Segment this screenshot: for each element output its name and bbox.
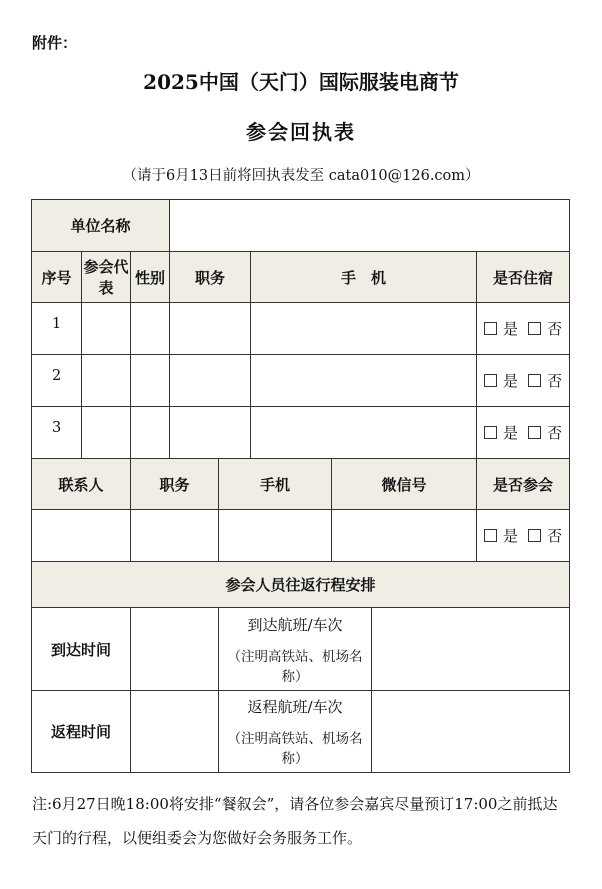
yes-label: 是 [503, 424, 519, 442]
contact-name-field[interactable] [32, 510, 131, 562]
attachment-label: 附件： [32, 34, 78, 52]
return-flight-title: 返程航班/车次 [247, 698, 343, 716]
header-seq: 序号 [32, 252, 82, 303]
reply-form-table [31, 199, 570, 773]
accommodation-choice [477, 303, 570, 355]
header-phone: 手 机 [251, 252, 477, 303]
arrival-time-field[interactable] [131, 608, 219, 691]
delegate-name-field[interactable] [82, 355, 131, 407]
position-field[interactable] [170, 303, 251, 355]
contact-position-field[interactable] [131, 510, 219, 562]
phone-field[interactable] [251, 303, 477, 355]
row-number: 3 [32, 407, 82, 459]
unit-name-field[interactable] [170, 200, 570, 252]
arrival-time-label: 到达时间 [32, 608, 131, 691]
delegate-name-field[interactable] [82, 303, 131, 355]
wechat-field[interactable] [332, 510, 477, 562]
return-flight-label [219, 691, 372, 773]
table-row [32, 407, 570, 459]
header-gender: 性别 [131, 252, 170, 303]
unit-name-label: 单位名称 [32, 200, 170, 252]
no-label: 否 [547, 320, 563, 338]
header-contact-phone: 手机 [219, 459, 332, 510]
contact-phone-field[interactable] [219, 510, 332, 562]
no-checkbox[interactable] [528, 529, 541, 542]
no-checkbox[interactable] [528, 374, 541, 387]
footnote: 注:6月27日晚18:00将安排“餐叙会”，请各位参会嘉宾尽量预订17:00之前抵达天门的行程，以便组委会为您做好会务服务工作。 [32, 795, 558, 847]
phone-field[interactable] [251, 355, 477, 407]
travel-section-title: 参会人员往返行程安排 [32, 562, 570, 608]
yes-checkbox[interactable] [484, 426, 497, 439]
accommodation-choice [477, 407, 570, 459]
arrival-flight-hint: （注明高铁站、机场名称） [227, 648, 363, 685]
header-contact-position: 职务 [131, 459, 219, 510]
no-checkbox[interactable] [528, 426, 541, 439]
accommodation-choice [477, 355, 570, 407]
return-flight-field[interactable] [372, 691, 570, 773]
delegate-name-field[interactable] [82, 407, 131, 459]
arrival-flight-label [219, 608, 372, 691]
gender-field[interactable] [131, 303, 170, 355]
attendance-choice [477, 510, 570, 562]
arrival-flight-title: 到达航班/车次 [247, 615, 343, 634]
gender-field[interactable] [131, 407, 170, 459]
header-delegate: 参会代表 [82, 252, 131, 303]
header-wechat: 微信号 [332, 459, 477, 510]
position-field[interactable] [170, 407, 251, 459]
table-row [32, 355, 570, 407]
return-time-label: 返程时间 [32, 691, 131, 773]
submission-instruction: （请于6月13日前将回执表发至 cata010@126.com） [122, 168, 480, 184]
row-number: 2 [32, 355, 82, 407]
header-contact: 联系人 [32, 459, 131, 510]
arrival-flight-field[interactable] [372, 608, 570, 691]
table-row [32, 510, 570, 562]
yes-label: 是 [503, 372, 519, 390]
return-time-field[interactable] [131, 691, 219, 773]
yes-label: 是 [503, 320, 519, 338]
header-attendance: 是否参会 [477, 459, 570, 510]
no-label: 否 [547, 424, 563, 442]
position-field[interactable] [170, 355, 251, 407]
form-title: 参会回执表 [246, 120, 356, 144]
header-position: 职务 [170, 252, 251, 303]
table-row [32, 303, 570, 355]
yes-checkbox[interactable] [484, 322, 497, 335]
yes-checkbox[interactable] [484, 529, 497, 542]
header-accommodation: 是否住宿 [477, 252, 570, 303]
yes-checkbox[interactable] [484, 374, 497, 387]
yes-label: 是 [503, 527, 519, 545]
no-checkbox[interactable] [528, 322, 541, 335]
row-number: 1 [32, 303, 82, 355]
page-title: 2025中国（天门）国际服装电商节 [143, 70, 459, 94]
gender-field[interactable] [131, 355, 170, 407]
no-label: 否 [547, 527, 563, 545]
phone-field[interactable] [251, 407, 477, 459]
return-flight-hint: （注明高铁站、机场名称） [227, 731, 363, 767]
no-label: 否 [547, 372, 563, 390]
